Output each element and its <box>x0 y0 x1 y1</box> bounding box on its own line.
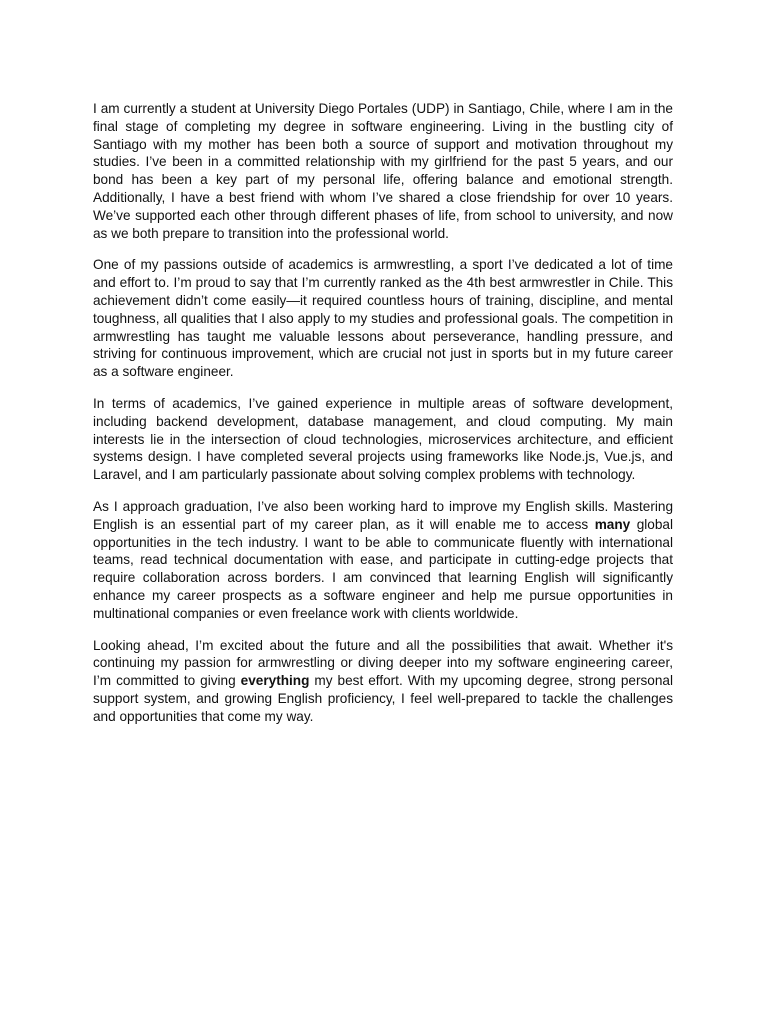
paragraph-introduction <box>93 100 673 242</box>
bold-emphasis: everything <box>240 673 310 689</box>
paragraph-text-after: my best effort. With my upcoming degree, strong personal support system, and growing English proficiency, I feel well-prepared to tackle the challenges and opportunities that come my way. <box>93 673 673 724</box>
paragraph-future <box>93 637 673 726</box>
paragraph-text: I am currently a student at University Diego Portales (UDP) in Santiago, Chile, where I am in the final stage of completing my degree in software engineering. Living in the bustling city of Santiago with my mother has been both a source of support and motivation throughout my studies. I’ve been in a committed relationship with my girlfriend for the past 5 years, and our bond has been a key part of my personal life, offering balance and emotional strength. Additionally, I have a best friend with whom I’ve shared a close friendship for over 10 years. We’ve supported each other through different phases of life, from school to university, and now as we both prepare to transition into the professional world. <box>93 101 673 241</box>
paragraph-text: One of my passions outside of academics is armwrestling, a sport I’ve dedicated a lot of time and effort to. I’m proud to say that I’m currently ranked as the 4th best armwrestler in Chile. This achievement didn’t come easily—it required countless hours of training, discipline, and mental toughness, all qualities that I also apply to my studies and professional goals. The competition in armwrestling has taught me valuable lessons about perseverance, handling pressure, and striving for continuous improvement, which are crucial not just in sports but in my future career as a software engineer. <box>93 257 673 380</box>
document-body <box>93 100 673 740</box>
paragraph-text-before: Looking ahead, I’m excited about the future and all the possibilities that await. Whether it's continuing my passion for armwrestling or diving deeper into my software engineering career, I’m committed to giving <box>93 637 673 689</box>
paragraph-text: In terms of academics, I’ve gained experience in multiple areas of software development, including backend development, database management, and cloud computing. My main interests lie in the intersection of cloud technologies, microservices architecture, and efficient systems design. I have completed several projects using frameworks like Node.js, Vue.js, and Laravel, and I am particularly passionate about solving complex problems with technology. <box>93 395 673 483</box>
paragraph-text-after: global opportunities in the tech industry. I want to be able to communicate fluently with international teams, read technical documentation with ease, and participate in cutting-edge projects that require collaboration across borders. I am convinced that learning English will significantly enhance my career prospects as a software engineer and help me pursue opportunities in multinational companies or even freelance work with clients worldwide. <box>93 516 673 621</box>
paragraph-armwrestling <box>93 256 673 381</box>
paragraph-academics <box>93 395 673 484</box>
paragraph-english <box>93 498 673 623</box>
bold-emphasis: many <box>594 516 631 532</box>
paragraph-text-before: As I approach graduation, I’ve also been working hard to improve my English skills. Mastering English is an essential part of my career plan, as it will enable me to access <box>93 498 673 532</box>
